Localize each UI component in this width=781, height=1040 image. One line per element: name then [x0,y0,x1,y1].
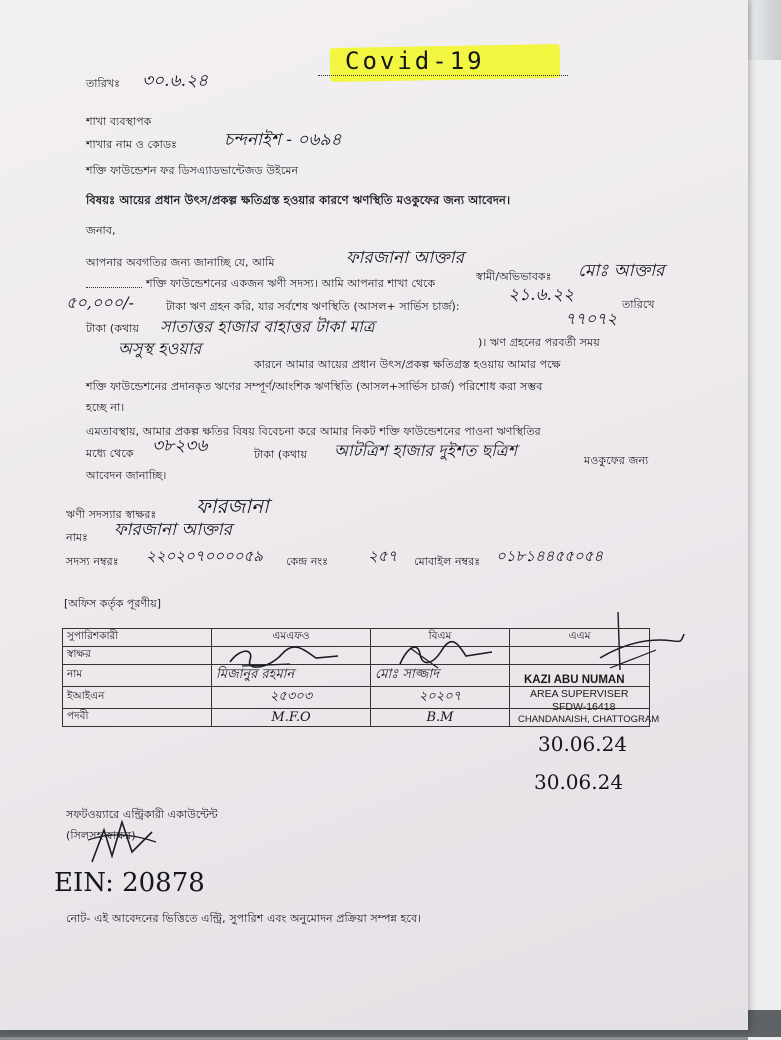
p1-text-c: শক্তি ফাউন্ডেশনের একজন ঋণী সদস্য। আমি আপনার শাখা থেকে [146,277,436,290]
borrower-name-label: নামঃ [66,531,88,544]
table-cell: ২০২০৭ [371,687,510,709]
subject-line: বিষয়ঃ আয়ের প্রধান উৎস/প্রকল্প ক্ষতিগ্রস্ত হওয়ার কারণে ঋণস্থিতি মওকুফের জন্য আবেদন। [86,193,511,207]
branch-label: শাখার নাম ও কোডঃ [86,138,178,151]
member-number-label: সদস্য নম্বরঃ [66,555,119,568]
accountant-label: সফটওয়্যারে এন্ট্রিকারী একাউন্টেন্ট [66,808,218,821]
mfo-signature [220,644,350,674]
handwritten-date-1: 30.06.24 [538,732,628,756]
p1-guardian: মোঃ আক্তার [578,261,665,281]
table-cell: নাম [63,665,212,687]
borrower-signature: ফারজানা [196,494,269,518]
recipient-line1: শাখা ব্যবস্থাপক [86,115,152,128]
p1-text-g: )। ঋণ গ্রহনের পরবর্তী সময় [478,336,600,349]
accountant-sign-label: (সিলসহ স্বাক্ষর) [66,829,136,842]
p1-member-name: ফারজানা আক্তার [346,248,464,268]
member-number-value: ২২০২০৭০০০০৫৯ [146,547,263,565]
mobile-number-label: মোবাইল নম্বরঃ [414,555,481,568]
p2-waiver-words: আটত্রিশ হাজার দুইশত ছত্রিশ [334,441,517,460]
p1-text-d: তারিখে [622,298,655,311]
center-number-value: ২৫৭ [368,547,398,565]
table-cell: মোঃ সাজ্জাদ [371,665,510,687]
p1-text-i: শক্তি ফাউন্ডেশনের প্রদানকৃত ঋণের সম্পূর্ণ/আংশিক ঋণস্থিতি (আসল+সার্ভিস চার্জ) পরিশোধ করা সম্ভব [86,380,543,393]
stamp-designation: AREA SUPERVISER [530,688,629,700]
p1-dotted-line [86,287,142,288]
branch-value: চন্দনাইশ - ০৬৯৪ [224,130,342,150]
bm-signature [392,638,502,672]
p1-loan-amount: ৫০,০০০/- [66,293,134,312]
table-cell: স্বাক্ষর [63,647,212,665]
covid-underline [318,75,568,76]
p1-loan-date: ২১.৬.২২ [508,285,575,305]
stamp-id: SFDW-16418 [552,701,616,713]
date-label: তারিখঃ [86,77,121,90]
date-value: ৩০.৬.২৪ [142,71,209,91]
table-row [63,629,650,647]
table-header-cell: এএম [510,629,650,647]
table-header-cell: বিএম [371,629,510,647]
p1-balance: ৭৭০৭২ [565,309,618,328]
p1-text-b: স্বামী/অভিভাবকঃ [476,270,552,283]
table-row [63,647,650,665]
p1-text-j: হচ্ছে না। [86,401,125,414]
p2-text-b: মধ্যে থেকে [86,447,134,460]
p1-balance-words: সাতাত্তর হাজার বাহাত্তর টাকা মাত্র [160,317,375,336]
table-cell: M.F.O [212,709,371,727]
p1-text-e: টাকা ঋণ গ্রহন করি, যার সর্বশেষ ঋণস্থিতি (আসল+ সার্ভিস চার্জ): [166,300,460,313]
table-cell: মিজানুর রহমান [212,665,371,687]
table-cell: পদবী [63,709,212,727]
table-cell: ইআইএন [63,687,212,709]
p2-text-d: মওকুফের জন্য [584,454,649,467]
ein-number: EIN: 20878 [54,868,205,898]
p2-waiver-amount: ৩৮২৩৬ [152,436,208,456]
borrower-name-value: ফারজানা আক্তার [114,520,232,540]
p1-reason: অসুস্থ হওয়ার [118,339,202,358]
p2-text-e: আবেদন জানাচ্ছি। [86,469,167,482]
p2-text-c: টাকা (কথায় [254,448,308,461]
salutation: জনাব, [86,224,116,237]
footer-note: নোট- এই আবেদনের ভিত্তিতে এন্ট্রি, সুপারিশ এবং অনুমোদন প্রক্রিয়া সম্পন্ন হবে। [66,912,422,925]
mobile-number-value: ০১৮১৪৪৫৫০৫৪ [496,547,604,565]
p2-text-a: এমতাবস্থায়, আমার প্রকল্প ক্ষতির বিষয় বিবেচনা করে আমার নিকট শক্তি ফাউন্ডেশনের পাওনা ঋণস্থিতির [86,425,541,438]
am-signature [580,610,690,680]
table-cell: ২৫৩০৩ [212,687,371,709]
office-section-label: [অফিস কর্তৃক পূরণীয়] [64,597,161,610]
background-paper-stack [748,60,781,1040]
p1-text-a: আপনার অবগতির জন্য জানাচ্ছি যে, আমি [86,256,275,269]
accountant-signature [82,812,162,872]
p1-text-h: কারনে আমার আয়ের প্রধান উৎস/প্রকল্প ক্ষতিগ্রস্ত হওয়ায় আমার পক্ষে [254,358,561,371]
table-header-cell: সুপারিশকারী [63,629,212,647]
table-header-cell: এমএফও [212,629,371,647]
center-number-label: কেন্দ্র নংঃ [286,555,329,568]
handwritten-date-2: 30.06.24 [534,770,624,794]
recipient-line3: শক্তি ফাউন্ডেশন ফর ডিসএ্যাডভান্টেজড উইমেন [86,164,299,177]
stamp-name: KAZI ABU NUMAN [524,674,625,686]
p1-text-f: টাকা (কথায় [86,322,140,335]
borrower-sign-label: ঋণী সদস্যার স্বাক্ষরঃ [66,508,157,521]
table-cell: B.M [371,709,510,727]
stamp-branch: CHANDANAISH, CHATTOGRAM [518,714,660,725]
covid-note: Covid-19 [345,47,485,75]
